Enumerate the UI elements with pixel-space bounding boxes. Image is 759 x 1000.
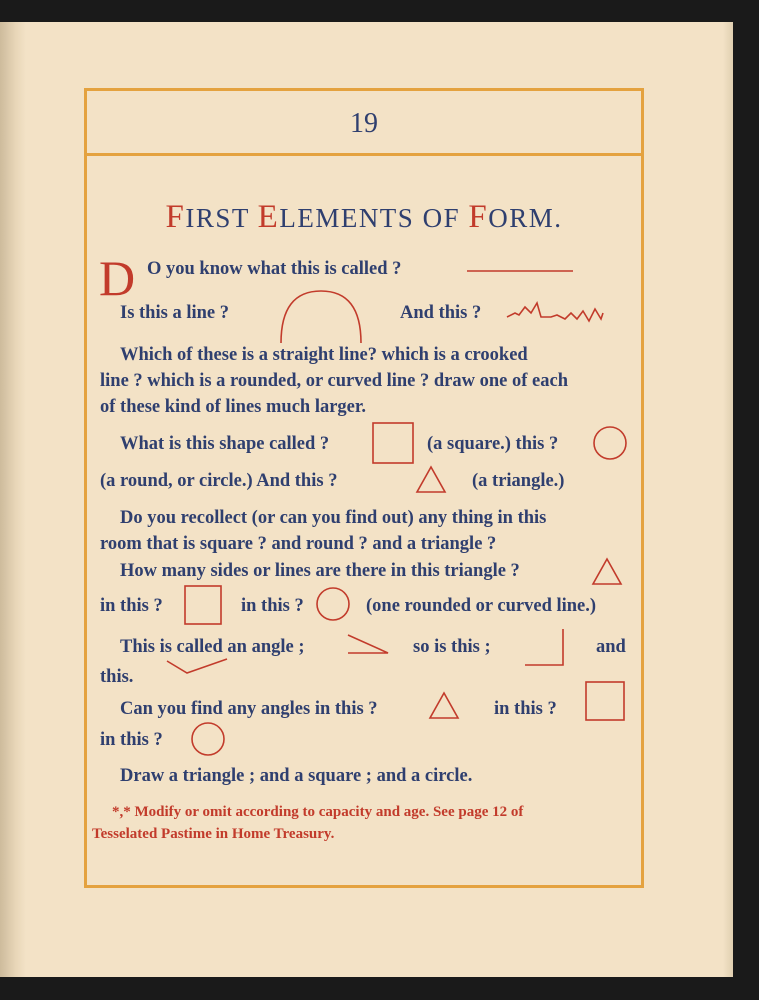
in-this-text-2: in this ?	[241, 596, 304, 616]
find-angles-text: Can you find any angles in this ?	[120, 699, 378, 719]
title-part-2: LEMENTS OF	[279, 203, 469, 233]
find-angles-in-this-2: in this ?	[100, 730, 163, 750]
square-shape-1	[372, 422, 416, 466]
find-angles-in-this-1: in this ?	[494, 699, 557, 719]
draw-instruction-text: Draw a triangle ; and a square ; and a circle.	[120, 766, 473, 786]
paragraph-1-line-1: Which of these is a straight line? which is a crooked	[120, 345, 528, 365]
page-edge	[723, 22, 733, 977]
text-line-1: O you know what this is called ?	[147, 259, 402, 279]
title-initial-f: F	[165, 199, 186, 235]
circle-shape-1	[592, 425, 630, 463]
straight-line-shape	[467, 269, 577, 273]
paragraph-2-line-1: Do you recollect (or can you find out) any thing in this	[120, 508, 547, 528]
curved-line-note-text: (one rounded or curved line.)	[366, 596, 597, 616]
title-part-1: IRST	[185, 203, 258, 233]
triangle-answer-text: (a triangle.)	[472, 471, 565, 491]
title-part-3: ORM.	[488, 203, 563, 233]
text-line-2b: And this ?	[400, 303, 482, 323]
angle-shape-3	[165, 657, 231, 677]
triangle-shape-2	[591, 557, 625, 587]
square-shape-3	[585, 681, 627, 723]
curved-line-shape	[277, 287, 369, 347]
title-initial-f2: F	[468, 199, 489, 235]
crooked-line-shape	[505, 295, 607, 323]
angle-and-text: and	[596, 637, 626, 657]
paragraph-1-line-3: of these kind of lines much larger.	[100, 397, 367, 417]
page-border-frame	[84, 88, 644, 888]
paragraph-1-line-2: line ? which is a rounded, or curved line ? draw one of each	[100, 371, 569, 391]
square-shape-2	[184, 585, 224, 627]
circle-shape-2	[315, 586, 353, 624]
paragraph-2-line-2: room that is square ? and round ? and a triangle ?	[100, 534, 497, 554]
square-answer-text: (a square.) this ?	[427, 434, 559, 454]
book-page	[0, 22, 733, 977]
angle-shape-2	[523, 627, 567, 671]
sides-question-text: How many sides or lines are there in this triangle ?	[120, 561, 520, 581]
footnote-line-1: *,* Modify or omit according to capacity and age. See page 12 of	[112, 804, 524, 820]
circle-answer-text: (a round, or circle.) And this ?	[100, 471, 338, 491]
triangle-shape-1	[415, 465, 449, 495]
angle-intro-text: This is called an angle ;	[120, 637, 305, 657]
title-initial-e: E	[257, 199, 280, 235]
square-question-text: What is this shape called ?	[120, 434, 330, 454]
angle-so-is-this-text: so is this ;	[413, 637, 491, 657]
angle-this-text: this.	[100, 667, 134, 687]
footnote-line-2: Tesselated Pastime in Home Treasury.	[92, 826, 335, 842]
angle-shape-1	[346, 631, 392, 659]
text-line-2a: Is this a line ?	[120, 303, 229, 323]
page-number: 19	[87, 91, 641, 156]
page-gutter	[0, 22, 26, 977]
in-this-text-1: in this ?	[100, 596, 163, 616]
page-title	[87, 199, 641, 236]
triangle-shape-3	[428, 691, 462, 721]
drop-cap: D	[99, 250, 136, 306]
circle-shape-3	[190, 721, 228, 759]
